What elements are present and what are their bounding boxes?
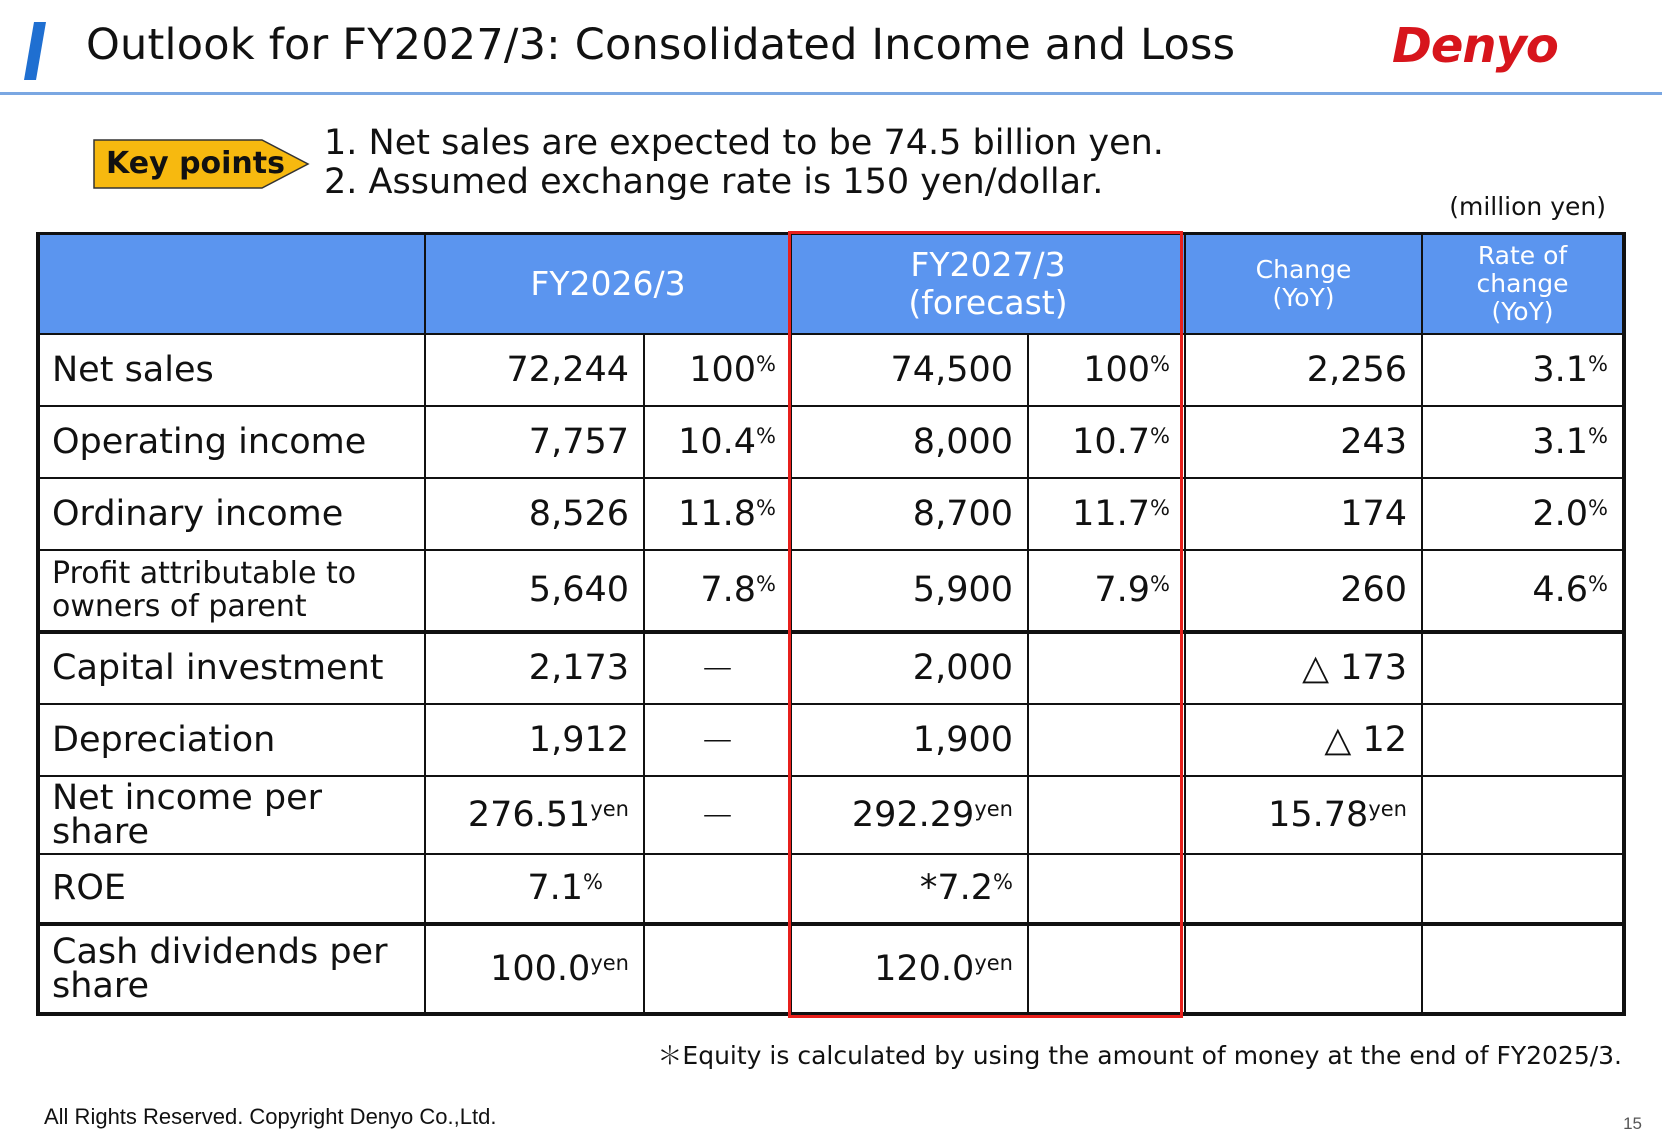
- fy2026-value: 8,526: [425, 478, 644, 550]
- fy2027-value: 5,900: [791, 550, 1028, 632]
- row-label: Capital investment: [38, 632, 425, 704]
- fy2027-value: 1,900: [791, 704, 1028, 776]
- fy2026-value: 7,757: [425, 406, 644, 478]
- equity-footnote: ＊Equity is calculated by using the amount of money at the end of FY2025/3.: [657, 1041, 1622, 1070]
- table-row: [38, 776, 1624, 854]
- fy2026-ratio: 10.4%: [644, 406, 791, 478]
- key-point-item: 1. Net sales are expected to be 74.5 billion yen.: [324, 123, 1164, 163]
- fy2026-value: $100.0^{yen}$: [425, 924, 644, 1014]
- denyo-logo: Denyo: [1392, 18, 1558, 74]
- fy2026-value: $276.51^{yen}$: [425, 776, 644, 854]
- fy2027-ratio: 7.9%: [1028, 550, 1185, 632]
- fy2027-ratio: [1028, 854, 1185, 924]
- change-value: 174: [1185, 478, 1422, 550]
- fy2027-ratio: [1028, 776, 1185, 854]
- fy2027-value: 2,000: [791, 632, 1028, 704]
- rate-value: [1422, 704, 1624, 776]
- change-value: △ 173: [1185, 632, 1422, 704]
- row-label: Ordinary income: [38, 478, 425, 550]
- row-label: Depreciation: [38, 704, 425, 776]
- table-row: [38, 550, 1624, 632]
- fy2027-value: *7.2%: [791, 854, 1028, 924]
- income-outlook-table: [36, 232, 1626, 1016]
- fy2027-ratio: 100%: [1028, 334, 1185, 406]
- fy2027-value: $292.29^{yen}$: [791, 776, 1028, 854]
- fy2027-value: $120.0^{yen}$: [791, 924, 1028, 1014]
- table-row: [38, 704, 1624, 776]
- fy2027-value: 8,000: [791, 406, 1028, 478]
- fy2026-ratio: －: [644, 632, 791, 704]
- fy2027-ratio: 10.7%: [1028, 406, 1185, 478]
- page-number: 15: [1623, 1114, 1642, 1133]
- fy2027-ratio: [1028, 704, 1185, 776]
- rate-value: [1422, 854, 1624, 924]
- change-value: $15.78^{yen}$: [1185, 776, 1422, 854]
- unit-note: (million yen): [1449, 192, 1606, 221]
- table-row: [38, 478, 1624, 550]
- table-row: [38, 924, 1624, 1014]
- table-row: [38, 406, 1624, 478]
- row-label: ROE: [38, 854, 425, 924]
- table-row: [38, 854, 1624, 924]
- copyright-text: All Rights Reserved. Copyright Denyo Co.,Ltd.: [44, 1104, 497, 1129]
- title-accent-slash: [24, 22, 46, 80]
- rate-value: 2.0%: [1422, 478, 1624, 550]
- title-divider: [0, 92, 1662, 95]
- fy2026-value: 1,912: [425, 704, 644, 776]
- header-rate-of-change-yoy: Rate of change (YoY): [1422, 234, 1624, 334]
- fy2027-value: 74,500: [791, 334, 1028, 406]
- key-points-list: [324, 124, 1164, 202]
- fy2026-ratio: －: [644, 776, 791, 854]
- table-header-row: [38, 234, 1624, 334]
- header-fy2026: FY2026/3: [425, 234, 791, 334]
- fy2026-value: 7.1%: [425, 854, 644, 924]
- fy2026-value: 5,640: [425, 550, 644, 632]
- row-label: Profit attributable to owners of parent: [38, 550, 425, 632]
- fy2026-ratio: [644, 924, 791, 1014]
- change-value: [1185, 854, 1422, 924]
- header-empty-cell: [38, 234, 425, 334]
- row-label: Cash dividends per share: [38, 924, 425, 1014]
- fy2026-ratio: 11.8%: [644, 478, 791, 550]
- rate-value: [1422, 776, 1624, 854]
- fy2026-value: 2,173: [425, 632, 644, 704]
- row-label: Net income per share: [38, 776, 425, 854]
- change-value: 2,256: [1185, 334, 1422, 406]
- header-fy2027-forecast: FY2027/3 (forecast): [791, 234, 1185, 334]
- fy2026-ratio: －: [644, 704, 791, 776]
- rate-value: [1422, 632, 1624, 704]
- table-row: [38, 334, 1624, 406]
- fy2027-ratio: 11.7%: [1028, 478, 1185, 550]
- fy2026-ratio: 7.8%: [644, 550, 791, 632]
- rate-value: [1422, 924, 1624, 1014]
- fy2026-ratio: 100%: [644, 334, 791, 406]
- rate-value: 3.1%: [1422, 334, 1624, 406]
- rate-value: 3.1%: [1422, 406, 1624, 478]
- change-value: [1185, 924, 1422, 1014]
- fy2026-ratio: [644, 854, 791, 924]
- row-label: Operating income: [38, 406, 425, 478]
- change-value: △ 12: [1185, 704, 1422, 776]
- row-label: Net sales: [38, 334, 425, 406]
- key-point-item: 2. Assumed exchange rate is 150 yen/dollar.: [324, 162, 1104, 202]
- fy2027-ratio: [1028, 632, 1185, 704]
- fy2027-ratio: [1028, 924, 1185, 1014]
- change-value: 260: [1185, 550, 1422, 632]
- page-title: Outlook for FY2027/3: Consolidated Income and Loss: [86, 20, 1236, 70]
- fy2026-value: 72,244: [425, 334, 644, 406]
- rate-value: 4.6%: [1422, 550, 1624, 632]
- table-row: [38, 632, 1624, 704]
- header-change-yoy: Change (YoY): [1185, 234, 1422, 334]
- fy2027-value: 8,700: [791, 478, 1028, 550]
- key-points-label: Key points: [106, 146, 285, 181]
- change-value: 243: [1185, 406, 1422, 478]
